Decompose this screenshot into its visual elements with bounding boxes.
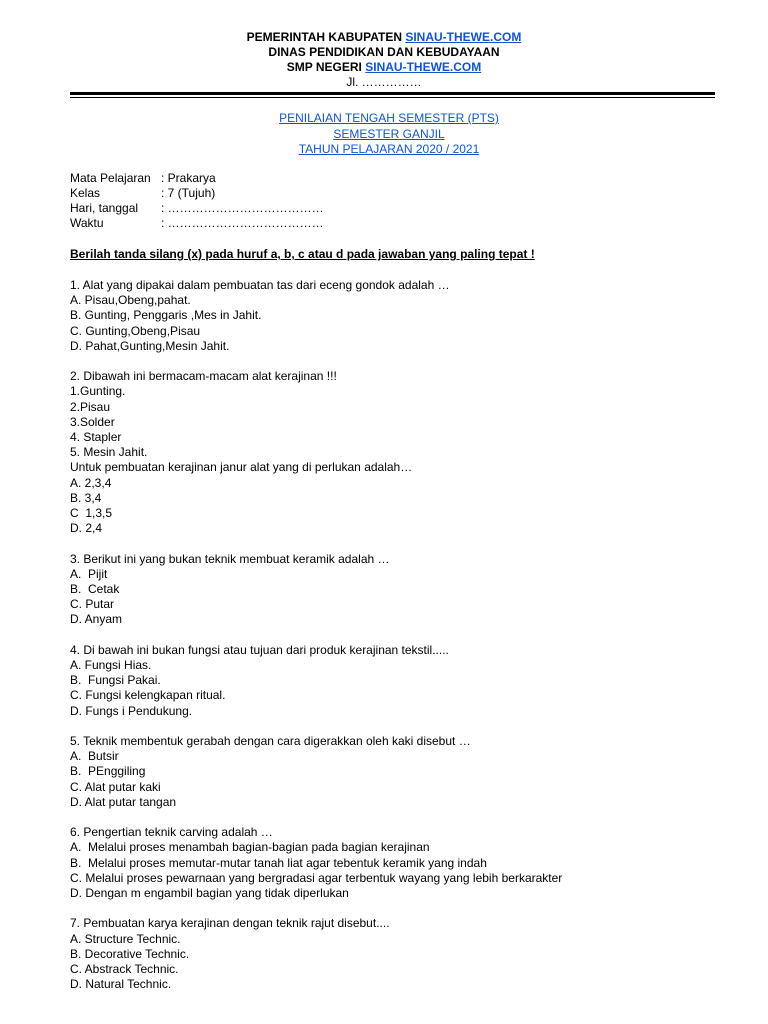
- answer-option: B. Decorative Technic.: [70, 946, 190, 961]
- header-rule-thick: [70, 92, 715, 95]
- exam-info: [70, 171, 324, 231]
- question-text: 4. Di bawah ini bukan fungsi atau tujuan dari produk kerajinan tekstil.....: [70, 642, 449, 657]
- answer-option: B. Gunting, Penggaris ,Mes in Jahit.: [70, 308, 262, 323]
- website-link-1[interactable]: SINAU-THEWE.COM: [405, 30, 522, 44]
- exam-info-row: [70, 201, 324, 216]
- answer-option: 3.Solder: [70, 414, 115, 429]
- answer-option: C. Fungsi kelengkapan ritual.: [70, 688, 226, 703]
- exam-title-line-3: TAHUN PELAJARAN 2020 / 2021: [298, 142, 480, 156]
- exam-info-label: Kelas: [70, 186, 101, 200]
- exam-info-value: : Prakarya: [161, 171, 216, 185]
- question-text: 3. Berikut ini yang bukan teknik membuat keramik adalah …: [70, 551, 390, 566]
- answer-option: C. Putar: [70, 597, 115, 612]
- website-link-2[interactable]: SINAU-THEWE.COM: [365, 60, 482, 74]
- exam-info-row: [70, 171, 324, 186]
- letterhead: [0, 30, 768, 90]
- letterhead-line-3: [0, 60, 768, 75]
- question-block: [70, 825, 750, 901]
- answer-option: D. Anyam: [70, 612, 123, 627]
- letterhead-line-1: [0, 30, 768, 45]
- letterhead-line-1-text: PEMERINTAH KABUPATEN: [246, 30, 406, 44]
- exam-info-label: Waktu: [70, 216, 104, 230]
- question-block: [70, 369, 750, 536]
- answer-option: D. Dengan m engambil bagian yang tidak diperlukan: [70, 886, 349, 901]
- exam-title-line-2: SEMESTER GANJIL: [333, 126, 445, 141]
- exam-info-value: : …………………………………: [161, 216, 324, 230]
- question-list: [70, 278, 750, 1008]
- answer-option: A. Structure Technic.: [70, 931, 181, 946]
- question-text: 1. Alat yang dipakai dalam pembuatan tas dari eceng gondok adalah …: [70, 278, 450, 292]
- question-block: [70, 916, 750, 992]
- answer-option: B. Melalui proses memutar-mutar tanah liat agar tebentuk keramik yang indah: [70, 855, 487, 870]
- answer-option: 2.Pisau: [70, 399, 111, 414]
- answer-option: Untuk pembuatan kerajinan janur alat yang di perlukan adalah…: [70, 460, 413, 475]
- address-line: Jl. ……………: [346, 75, 422, 89]
- answer-option: 1.Gunting.: [70, 384, 126, 399]
- answer-option: D. 2,4: [70, 521, 103, 536]
- answer-option: D. Natural Technic.: [70, 977, 172, 992]
- exam-info-row: [70, 186, 324, 201]
- question-text: 2. Dibawah ini bermacam-macam alat kerajinan !!!: [70, 369, 337, 384]
- answer-option: 5. Mesin Jahit.: [70, 445, 148, 460]
- question-text: 7. Pembuatan karya kerajinan dengan teknik rajut disebut....: [70, 916, 390, 931]
- answer-option: B. Fungsi Pakai.: [70, 673, 161, 688]
- answer-option: C. Alat putar kaki: [70, 779, 161, 794]
- exam-info-row: [70, 216, 324, 231]
- answer-option: A. Butsir: [70, 749, 119, 764]
- answer-option: A. Melalui proses menambah bagian-bagian pada bagian kerajinan: [70, 840, 430, 855]
- answer-option: C 1,3,5: [70, 506, 113, 521]
- answer-option: C. Melalui proses pewarnaan yang bergradasi agar terbentuk wayang yang lebih berkarakter: [70, 870, 563, 885]
- question-block: [70, 734, 750, 810]
- answer-option: C. Abstrack Technic.: [70, 962, 179, 977]
- question-text: 5. Teknik membentuk gerabah dengan cara digerakkan oleh kaki disebut …: [70, 734, 471, 749]
- answer-option: 4. Stapler: [70, 430, 122, 445]
- question-block: [70, 552, 750, 628]
- instruction: Berilah tanda silang (x) pada huruf a, b, c atau d pada jawaban yang paling tepat !: [70, 247, 535, 261]
- answer-option: D. Pahat,Gunting,Mesin Jahit.: [70, 338, 230, 353]
- answer-option: C. Gunting,Obeng,Pisau: [70, 323, 201, 338]
- answer-option: B. PEnggiling: [70, 764, 146, 779]
- letterhead-line-2: DINAS PENDIDIKAN DAN KEBUDAYAAN: [268, 45, 500, 59]
- answer-option: D. Fungs i Pendukung.: [70, 703, 193, 718]
- letterhead-line-3-text: SMP NEGERI: [286, 60, 366, 74]
- question-block: [70, 278, 750, 354]
- exam-info-label: Mata Pelajaran: [70, 171, 151, 185]
- answer-option: B. 3,4: [70, 490, 102, 505]
- question-text: 6. Pengertian teknik carving adalah …: [70, 825, 273, 840]
- answer-option: B. Cetak: [70, 582, 120, 597]
- exam-title: [0, 111, 768, 158]
- answer-option: D. Alat putar tangan: [70, 794, 177, 809]
- answer-option: A. 2,3,4: [70, 475, 112, 490]
- answer-option: A. Pisau,Obeng,pahat.: [70, 293, 191, 308]
- exam-title-line-1: PENILAIAN TENGAH SEMESTER (PTS): [279, 111, 499, 125]
- exam-info-value: : …………………………………: [161, 201, 324, 215]
- header-rule-thin: [70, 97, 715, 98]
- question-block: [70, 643, 750, 719]
- answer-option: A. Pijit: [70, 566, 108, 581]
- exam-info-value: : 7 (Tujuh): [161, 186, 216, 200]
- answer-option: A. Fungsi Hias.: [70, 658, 152, 673]
- exam-info-label: Hari, tanggal: [70, 201, 139, 215]
